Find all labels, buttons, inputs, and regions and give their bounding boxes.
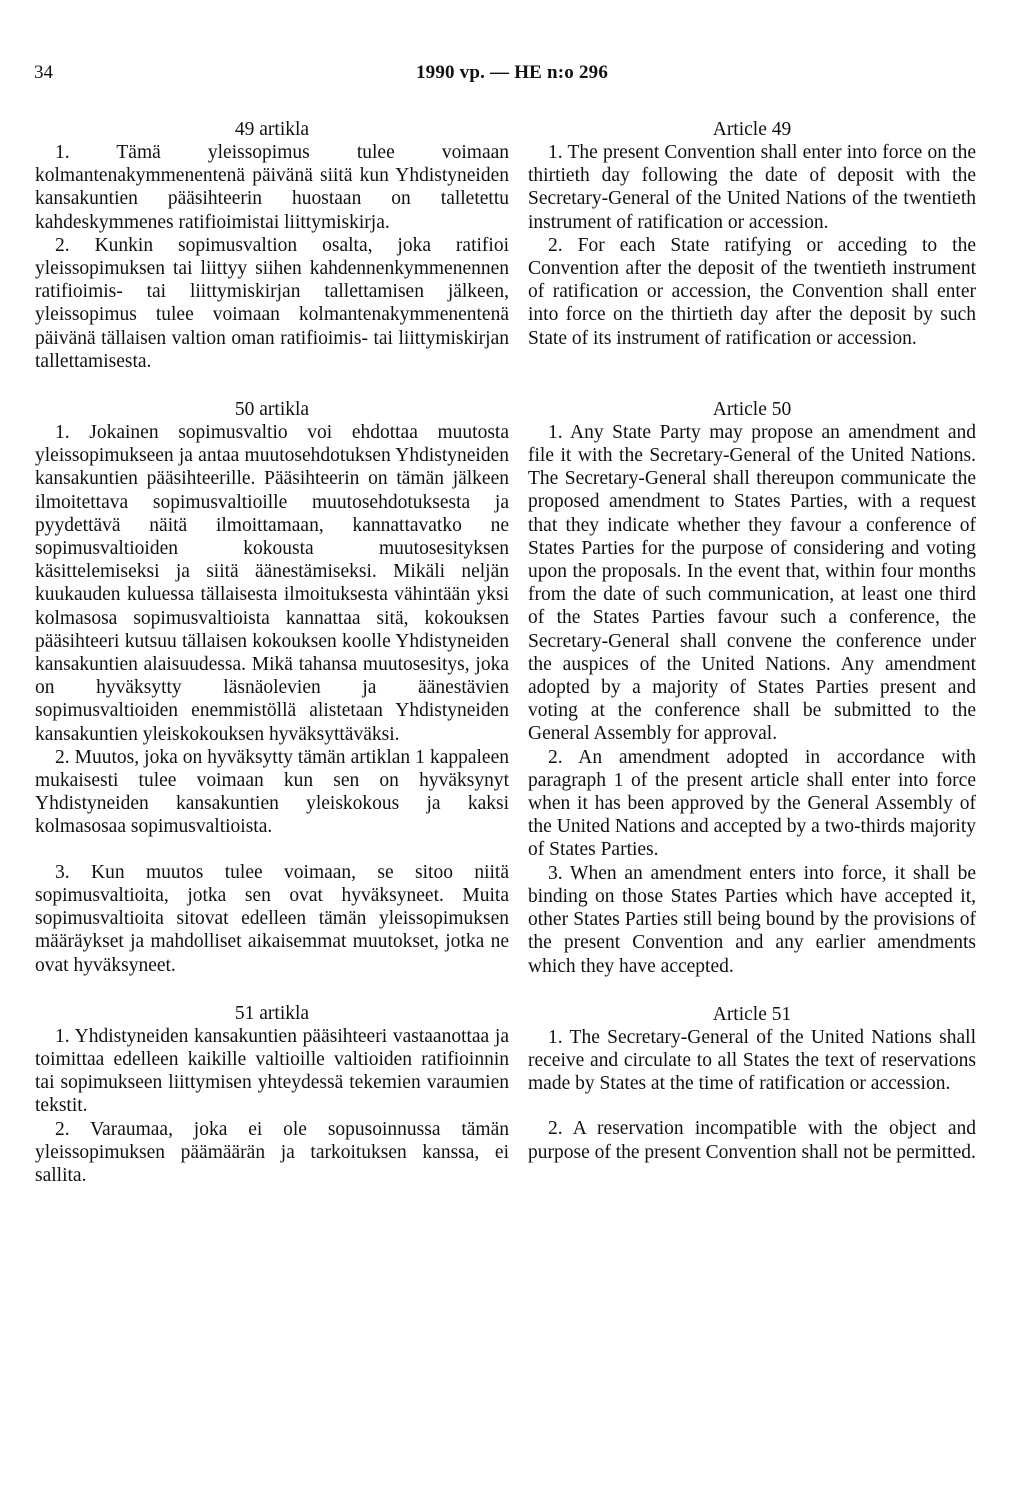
article-50-en [528, 398, 976, 978]
paragraph: 1. Tämä yleissopimus tulee voimaan kolmantenakymmenentenä päivänä siitä kun Yhdistyneiden kansakuntien pääsihteerin huostaan on talletettu kahdeskymmenes ratifioimistai liittymiskirja. [35, 142, 509, 233]
paragraph: 2. Varaumaa, joka ei ole sopusoinnussa tämän yleissopimuksen päämäärän ja tarkoituksen kanssa, ei sallita. [35, 1118, 509, 1186]
paragraph: 2. A reservation incompatible with the object and purpose of the present Convention shall not be permitted. [528, 1118, 976, 1163]
paragraph: 2. An amendment adopted in accordance with paragraph 1 of the present article shall enter into force when it has been approved by the General Assembly of the United Nations and accepted by a two-thirds majority of States Parties. [528, 746, 976, 861]
article-heading: Article 50 [712, 398, 792, 420]
article-49-en [528, 118, 976, 350]
article-heading: 49 artikla [234, 119, 310, 140]
english-column [528, 118, 976, 1164]
article-50-fi [35, 398, 509, 977]
article-heading: Article 51 [712, 1003, 792, 1025]
page-header [0, 62, 1024, 88]
article-heading: 50 artikla [234, 399, 310, 421]
paragraph: 1. Yhdistyneiden kansakuntien pääsihteeri vastaanottaa ja toimittaa edelleen kaikille valtioille valtioiden ratifioinnin tai sopimukseen liittymisen yhteydessä tekemien varaumien tekstit. [35, 1025, 509, 1117]
paragraph: 1. The Secretary-General of the United Nations shall receive and circulate to all States the text of reservations made by States at the time of ratification or accession. [528, 1026, 976, 1095]
paragraph: 1. Jokainen sopimusvaltio voi ehdottaa muutosta yleissopimukseen ja antaa muutosehdotuksen Yhdistyneiden kansakuntien pääsihteerille. Pääsihteerin on tämän jälkeen ilmoitettava sopimusvaltioille muutosehdotuksesta ja pyydettävä näitä ilmoittamaan, kannattavatko ne sopimusvaltioiden kokousta muutosesityksen käsittelemiseksi ja siitä äänestämiseksi. Mikäli neljän kuukauden kuluessa tällaisesta ilmoituksesta vähintään yksi kolmasosa sopimusvaltioista kannattaa sitä, kokouksen pääsihteeri kutsuu tällaisen kokouksen koolle Yhdistyneiden kansakuntien alaisuudessa. Mikä tahansa muutosesitys, joka on hyväksytty läsnäolevien ja äänestävien sopimusvaltioiden enemmistöllä alistetaan Yhdistyneiden kansakuntien yleiskokouksen hyväksyttäväksi. [35, 422, 509, 745]
paragraph: 1. Any State Party may propose an amendment and file it with the Secretary-General of the United Nations. The Secretary-General shall thereupon communicate the proposed amendment to States Parties, with a request that they indicate whether they favour a conference of States Parties for the purpose of considering and voting upon the proposals. In the event that, within four months from the date of such communication, at least one third of the States Parties favour such a conference, the Secretary-General shall convene the conference under the auspices of the United Nations. Any amendment adopted by a majority of States Parties present and voting at the conference shall be submitted to the General Assembly for approval. [528, 421, 976, 745]
paragraph: 1. The present Convention shall enter into force on the thirtieth day following the date of deposit with the Secretary-General of the United Nations of the twentieth instrument of ratification or accession. [528, 142, 976, 233]
article-51-fi [35, 1002, 509, 1187]
paragraph: 3. Kun muutos tulee voimaan, se sitoo niitä sopimusvaltioita, jotka sen ovat hyväksyneet. Muita sopimusvaltioita sitovat edelleen tämän yleissopimuksen määräykset ja mahdolliset aikaisemmat muutokset, jotka ne ovat hyväksyneet. [35, 861, 509, 976]
finnish-column [35, 118, 509, 1187]
paragraph: 2. Muutos, joka on hyväksytty tämän artiklan 1 kappaleen mukaisesti tulee voimaan kun sen on hyväksynyt Yhdistyneiden kansakuntien yleiskokous ja kaksi kolmasosaa sopimusvaltioista. [35, 746, 509, 838]
article-49-fi [35, 118, 509, 373]
page-number: 34 [34, 62, 53, 83]
article-heading: 51 artikla [234, 1002, 310, 1024]
running-title: 1990 vp. — HE n:o 296 [415, 62, 609, 83]
paragraph: 3. When an amendment enters into force, it shall be binding on those States Parties which have accepted it, other States Parties still being bound by the provisions of the present Convention and any earlier amendments which they have accepted. [528, 862, 976, 977]
paragraph: 2. For each State ratifying or acceding to the Convention after the deposit of the twentieth instrument of ratification or accession, the Convention shall enter into force on the thirtieth day after the deposit by such State of its instrument of ratification or accession. [528, 234, 976, 349]
article-51-en [528, 1003, 976, 1164]
paragraph: 2. Kunkin sopimusvaltion osalta, joka ratifioi yleissopimuksen tai liittyy siihen kahdennenkymmenennen ratifioimis- tai liittymiskirjan tallettamisen jälkeen, yleissopimus tulee voimaan kolmantenakymmenentenä päivänä tällaisen valtion oman ratifioimis- tai liittymiskirjan tallettamisesta. [35, 234, 509, 372]
article-heading: Article 49 [712, 119, 792, 140]
